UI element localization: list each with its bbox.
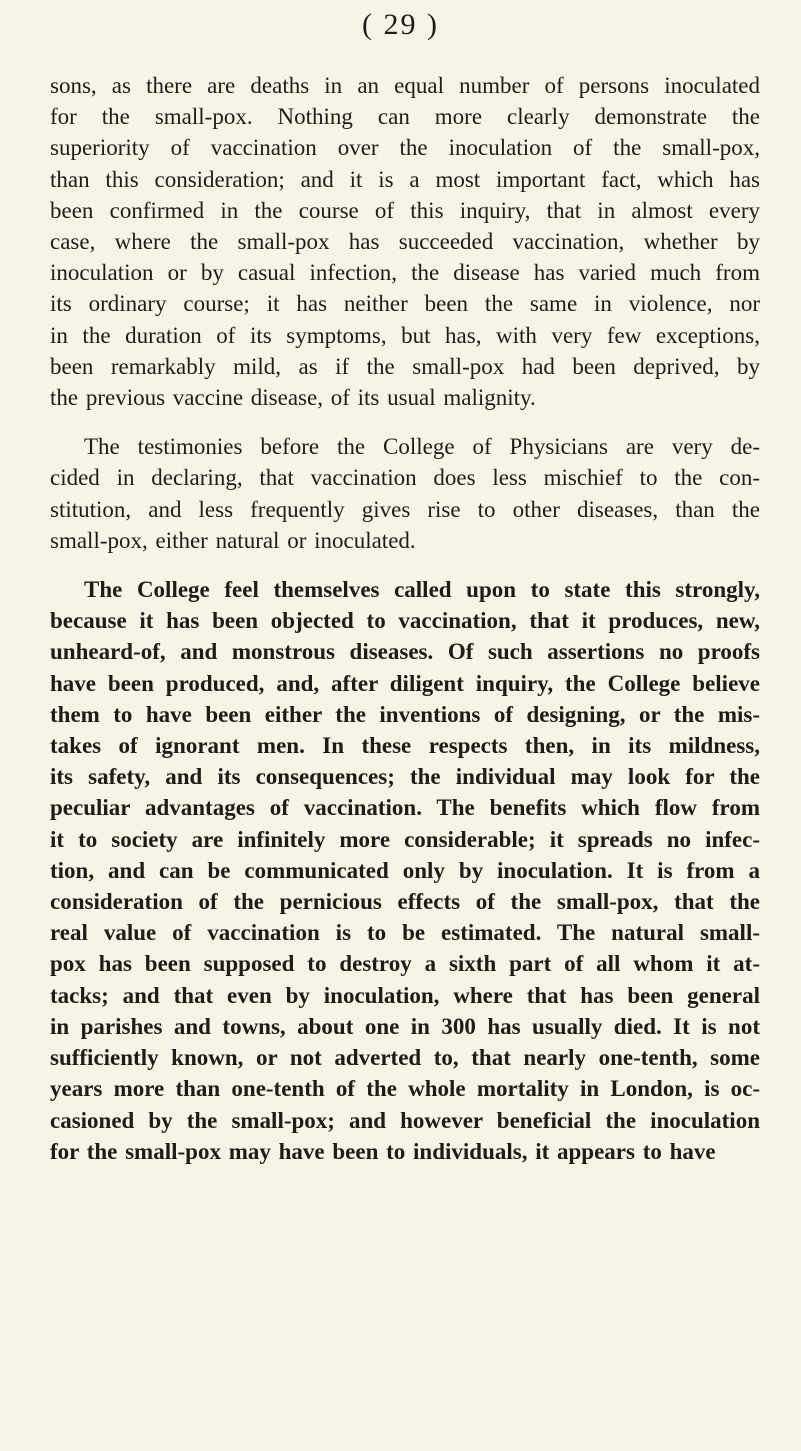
text-line-content: small-pox, either natural or inoculated.: [50, 527, 416, 553]
text-line: [50, 431, 760, 462]
text-line: [50, 948, 760, 979]
text-line: [50, 1073, 760, 1104]
text-line: [50, 730, 760, 761]
paragraph-gap: [50, 556, 760, 574]
text-line-content: it to society are infinitely more considerable; it spreads no infec-: [50, 826, 760, 852]
text-line-content: been confirmed in the course of this inquiry, that in almost every: [50, 197, 760, 223]
text-line: [50, 525, 760, 556]
text-line-content: The testimonies before the College of Physicians are very de-: [84, 434, 760, 460]
text-line-content: because it has been objected to vaccination, that it produces, new,: [50, 608, 760, 634]
text-line: [50, 101, 760, 132]
paragraph-1: [50, 70, 760, 413]
text-line-content: years more than one-tenth of the whole mortality in London, is oc-: [50, 1076, 760, 1102]
text-line-content: peculiar advantages of vaccination. The benefits which flow from: [50, 795, 760, 821]
text-line: [50, 257, 760, 288]
text-line-content: The College feel themselves called upon to state this strongly,: [84, 577, 760, 603]
text-line: [50, 351, 760, 382]
text-line: [50, 320, 760, 351]
page-number: ( 29 ): [362, 8, 439, 41]
paragraph-gap: [50, 413, 760, 431]
text-line: [50, 574, 760, 605]
body-text: [50, 70, 760, 1167]
text-line: [50, 226, 760, 257]
text-line-content: consideration of the pernicious effects of the small-pox, that the: [50, 889, 760, 915]
text-line: [50, 761, 760, 792]
text-line: [50, 1011, 760, 1042]
text-line: [50, 70, 760, 101]
text-line: [50, 699, 760, 730]
text-line: [50, 980, 760, 1011]
text-line-content: takes of ignorant men. In these respects then, in its mildness,: [50, 733, 760, 759]
text-line-content: in parishes and towns, about one in 300 has usually died. It is not: [50, 1013, 760, 1039]
text-line: [50, 668, 760, 699]
text-line-content: sons, as there are deaths in an equal number of persons inoculated: [50, 73, 760, 98]
text-line-content: stitution, and less frequently gives rise to other diseases, than the: [50, 496, 760, 522]
text-line-content: for the small-pox may have been to individuals, it appears to have: [50, 1138, 716, 1164]
text-line: [50, 1042, 760, 1073]
text-line: [50, 494, 760, 525]
text-line-content: been remarkably mild, as if the small-pox had been deprived, by: [50, 353, 760, 379]
text-line: [50, 792, 760, 823]
text-line-content: tacks; and that even by inoculation, where that has been general: [50, 982, 760, 1008]
text-line-content: have been produced, and, after diligent inquiry, the College believe: [50, 670, 760, 696]
text-line-content: them to have been either the inventions of designing, or the mis-: [50, 701, 760, 727]
text-line: [50, 824, 760, 855]
text-line-content: than this consideration; and it is a most important fact, which has: [50, 166, 760, 192]
paragraph-3: [50, 574, 760, 1167]
text-line-content: its safety, and its consequences; the individual may look for the: [50, 764, 760, 790]
text-line: [50, 1136, 760, 1167]
text-line-content: tion, and can be communicated only by inoculation. It is from a: [50, 857, 760, 883]
text-line: [50, 917, 760, 948]
text-line-content: for the small-pox. Nothing can more clearly demonstrate the: [50, 104, 760, 130]
text-line-content: the previous vaccine disease, of its usual malignity.: [50, 385, 536, 411]
text-line: [50, 605, 760, 636]
text-line-content: casioned by the small-pox; and however beneficial the inoculation: [50, 1107, 760, 1133]
text-line: [50, 636, 760, 667]
text-line: [50, 288, 760, 319]
text-line: [50, 1105, 760, 1136]
text-line: [50, 382, 760, 413]
text-line: [50, 164, 760, 195]
text-line: [50, 886, 760, 917]
text-line: [50, 462, 760, 493]
text-line-content: sufficiently known, or not adverted to, that nearly one-tenth, some: [50, 1045, 760, 1071]
text-line-content: unheard-of, and monstrous diseases. Of such assertions no proofs: [50, 639, 760, 665]
text-line-content: inoculation or by casual infection, the disease has varied much from: [50, 260, 760, 286]
paragraph-2: [50, 431, 760, 556]
text-line-content: pox has been supposed to destroy a sixth part of all whom it at-: [50, 951, 760, 977]
text-line-content: real value of vaccination is to be estimated. The natural small-: [50, 920, 760, 946]
text-line-content: in the duration of its symptoms, but has, with very few exceptions,: [50, 322, 760, 348]
text-line-content: case, where the small-pox has succeeded vaccination, whether by: [50, 229, 760, 255]
text-line-content: cided in declaring, that vaccination does less mischief to the con-: [50, 465, 760, 491]
text-line: [50, 195, 760, 226]
text-line: [50, 132, 760, 163]
text-line-content: its ordinary course; it has neither been the same in violence, nor: [50, 291, 760, 317]
text-line-content: superiority of vaccination over the inoculation of the small-pox,: [50, 135, 760, 161]
text-line: [50, 855, 760, 886]
